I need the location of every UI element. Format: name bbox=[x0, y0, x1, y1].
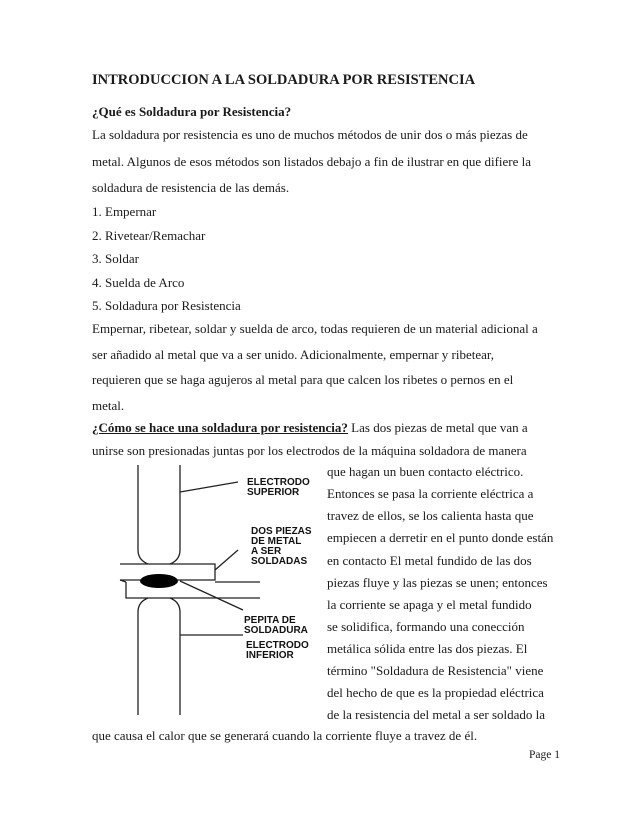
intro-line: metal. Algunos de esos métodos son listados debajo a fin de ilustrar en que difiere la bbox=[92, 154, 532, 169]
list-item: 5. Soldadura por Resistencia bbox=[92, 298, 241, 313]
paragraph-text: Las dos piezas de metal que van a bbox=[347, 420, 528, 435]
paragraph-line-right: empiecen a derretir en el punto donde están bbox=[327, 530, 554, 545]
paragraph-line-right: en contacto El metal fundido de las dos bbox=[327, 553, 532, 568]
lower-electrode-left-edge bbox=[138, 598, 148, 715]
intro-line: soldadura de resistencia de las demás. bbox=[92, 180, 290, 195]
list-item: 2. Rivetear/Remachar bbox=[92, 228, 206, 243]
paragraph-line-right: la corriente se apaga y el metal fundido bbox=[327, 597, 532, 612]
paragraph-line: Empernar, ribetear, soldar y suelda de arco, todas requieren de un material adicional a bbox=[92, 321, 538, 336]
paragraph-line-right: Entonces se pasa la corriente eléctrica a bbox=[327, 486, 534, 501]
question-heading-2: ¿Cómo se hace una soldadura por resistencia? bbox=[92, 420, 348, 435]
label-metal-pieces: SOLDADAS bbox=[251, 556, 308, 567]
list-item: 4. Suelda de Arco bbox=[92, 275, 185, 290]
paragraph-line-right: piezas fluye y las piezas se unen; entonces bbox=[327, 575, 548, 590]
list-item: 3. Soldar bbox=[92, 251, 139, 266]
spot-weld-diagram bbox=[110, 460, 325, 720]
paragraph-line-right: de la resistencia del metal a ser soldado la bbox=[327, 707, 546, 722]
leader-nugget bbox=[180, 581, 243, 610]
list-item: 1. Empernar bbox=[92, 204, 157, 219]
upper-electrode-left-edge bbox=[138, 465, 148, 564]
paragraph-line bbox=[92, 420, 528, 436]
weld-nugget bbox=[140, 574, 178, 588]
page-number: Page 1 bbox=[529, 749, 560, 761]
label-upper-electrode: SUPERIOR bbox=[247, 487, 300, 498]
label-metal-pieces: DE METAL bbox=[251, 536, 302, 547]
paragraph-line-right: metálica sólida entre las dos piezas. El bbox=[327, 641, 528, 656]
question-heading: ¿Qué es Soldadura por Resistencia? bbox=[92, 104, 292, 119]
paragraph-line: metal. bbox=[92, 398, 125, 413]
paragraph-line: que causa el calor que se generará cuando la corriente fluye a travez de él. bbox=[92, 728, 478, 743]
leader-upper-electrode bbox=[180, 482, 238, 492]
label-lower-electrode: INFERIOR bbox=[246, 650, 294, 661]
label-lower-electrode: ELECTRODO bbox=[246, 640, 309, 651]
label-weld-nugget: PEPITA DE bbox=[244, 615, 296, 626]
paragraph-line: ser añadido al metal que va a ser unido. Adicionalmente, empernar y ribetear, bbox=[92, 347, 494, 362]
page-title: INTRODUCCION A LA SOLDADURA POR RESISTENCIA bbox=[92, 72, 476, 88]
paragraph-line-right: se solidifica, formando una conección bbox=[327, 619, 525, 634]
upper-electrode-right-edge bbox=[170, 465, 180, 564]
paragraph-line-right: término "Soldadura de Resistencia" viene bbox=[327, 663, 544, 678]
lower-electrode-right-edge bbox=[170, 598, 180, 715]
label-weld-nugget: SOLDADURA bbox=[244, 625, 308, 636]
leader-sheets bbox=[215, 550, 238, 570]
label-upper-electrode: ELECTRODO bbox=[247, 477, 310, 488]
label-metal-pieces: A SER bbox=[251, 546, 282, 557]
paragraph-line-right: que hagan un buen contacto eléctrico. bbox=[327, 464, 524, 479]
paragraph-line: unirse son presionadas juntas por los electrodos de la máquina soldadora de manera bbox=[92, 443, 527, 458]
paragraph-line-right: del hecho de que es la propiedad eléctrica bbox=[327, 685, 544, 700]
label-metal-pieces: DOS PIEZAS bbox=[251, 526, 312, 537]
intro-line: La soldadura por resistencia es uno de muchos métodos de unir dos o más piezas de bbox=[92, 127, 528, 142]
paragraph-line-right: travez de ellos, se los calienta hasta que bbox=[327, 508, 534, 523]
paragraph-line: requieren que se haga agujeros al metal para que calcen los ribetes o pernos en el bbox=[92, 372, 514, 387]
